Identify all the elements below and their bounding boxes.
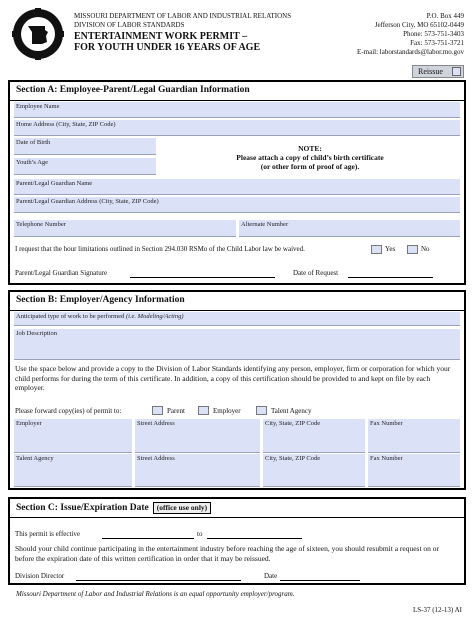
contact-address: P.O. Box 449 Jefferson City, MO 65102-0449 Phone: 573-751-3403 Fax: 573-751-3721 E-mail: laborstandards@labor.mo.gov — [357, 12, 464, 56]
agency-city-field[interactable]: City, State, ZIP Code — [263, 454, 365, 487]
eeo-statement: Missouri Department of Labor and Industrial Relations is an equal opportunity employer/program. — [16, 590, 295, 598]
director-label: Division Director — [15, 572, 65, 580]
employee-name-field[interactable]: Employee Name — [14, 102, 460, 118]
telephone-field[interactable]: Telephone Number — [14, 220, 236, 237]
director-date-line[interactable] — [280, 580, 360, 581]
birth-certificate-note: NOTE: Please attach a copy of child’s birth certificate (or other form of proof of age). — [236, 144, 384, 171]
job-description-field[interactable]: Job Description — [14, 329, 460, 360]
date-of-birth-field[interactable]: Date of Birth — [14, 138, 156, 155]
waiver-yes-label: Yes — [385, 245, 396, 253]
waiver-no-checkbox[interactable] — [407, 245, 418, 254]
instructions-text: Use the space below and provide a copy to the Division of Labor Standards identifying any person, employer, firm or corporation for which your child performs for during the term of this certificate. In addition, a copy of this certification should be provided to and kept on file by each employer. — [15, 364, 451, 392]
waiver-no-label: No — [421, 245, 430, 253]
guardian-address-field[interactable]: Parent/Legal Guardian Address (City, State, ZIP Code) — [14, 197, 460, 213]
alternate-number-field[interactable]: Alternate Number — [239, 220, 460, 237]
reissue-paragraph: Should your child continue participating in the entertainment industry before reaching the age of sixteen, you should resubmit a request on or before the expiration date of this written certification in order that it may be reissued. — [15, 544, 440, 563]
effective-to-line[interactable] — [207, 538, 302, 539]
section-a-heading: Section A: Employee-Parent/Legal Guardian Information — [10, 82, 464, 101]
to-label: to — [197, 530, 203, 538]
section-b — [8, 290, 466, 490]
forward-parent-label: Parent — [167, 407, 185, 415]
reissue-checkbox[interactable] — [452, 67, 461, 76]
director-date-label: Date — [264, 572, 278, 580]
signature-label: Parent/Legal Guardian Signature — [15, 269, 108, 277]
agency-name: MISSOURI DEPARTMENT OF LABOR AND INDUSTRIAL RELATIONS DIVISION OF LABOR STANDARDS — [74, 12, 292, 29]
waiver-yes-checkbox[interactable] — [371, 245, 382, 254]
anticipated-work-field[interactable]: Anticipated type of work to be performed (i.e. Modeling/Acting) — [14, 312, 460, 326]
effective-label: This permit is effective — [15, 530, 80, 538]
section-c — [8, 497, 466, 585]
form-title: ENTERTAINMENT WORK PERMIT – FOR YOUTH UNDER 16 YEARS OF AGE — [74, 31, 261, 53]
reissue-field: Reissue — [412, 65, 464, 78]
employer-city-field[interactable]: City, State, ZIP Code — [263, 419, 365, 453]
forward-talent-agency-label: Talent Agency — [271, 407, 312, 415]
agency-fax-field[interactable]: Fax Number — [368, 454, 460, 487]
forward-employer-checkbox[interactable] — [198, 406, 209, 415]
form-number: LS-37 (12-13) AI — [413, 606, 462, 614]
employer-field[interactable]: Employer — [14, 419, 132, 453]
effective-from-line[interactable] — [102, 538, 194, 539]
guardian-name-field[interactable]: Parent/Legal Guardian Name — [14, 179, 460, 195]
director-signature-line[interactable] — [76, 580, 241, 581]
employer-street-field[interactable]: Street Address — [135, 419, 260, 453]
employer-fax-field[interactable]: Fax Number — [368, 419, 460, 453]
signature-line[interactable] — [130, 277, 275, 278]
office-use-badge: (office use only) — [153, 502, 211, 514]
section-c-heading: Section C: Issue/Expiration Date (office use only) — [10, 499, 464, 518]
forward-parent-checkbox[interactable] — [152, 406, 163, 415]
home-address-field[interactable]: Home Address (City, State, ZIP Code) — [14, 120, 460, 136]
youths-age-field[interactable]: Youth’s Age — [14, 158, 156, 175]
forward-employer-label: Employer — [213, 407, 241, 415]
date-of-request-line[interactable] — [348, 277, 433, 278]
section-b-heading: Section B: Employer/Agency Information — [10, 292, 464, 311]
agency-street-field[interactable]: Street Address — [135, 454, 260, 487]
forward-talent-agency-checkbox[interactable] — [256, 406, 267, 415]
section-a — [8, 80, 466, 285]
date-of-request-label: Date of Request — [293, 269, 339, 277]
talent-agency-field[interactable]: Talent Agency — [14, 454, 132, 487]
waiver-text: I request that the hour limitations outlined in Section 294.030 RSMo of the Child Labor law be waived. — [15, 245, 305, 253]
forward-copies-label: Please forward copy(ies) of permit to: — [15, 407, 122, 415]
department-seal-icon — [12, 8, 64, 60]
